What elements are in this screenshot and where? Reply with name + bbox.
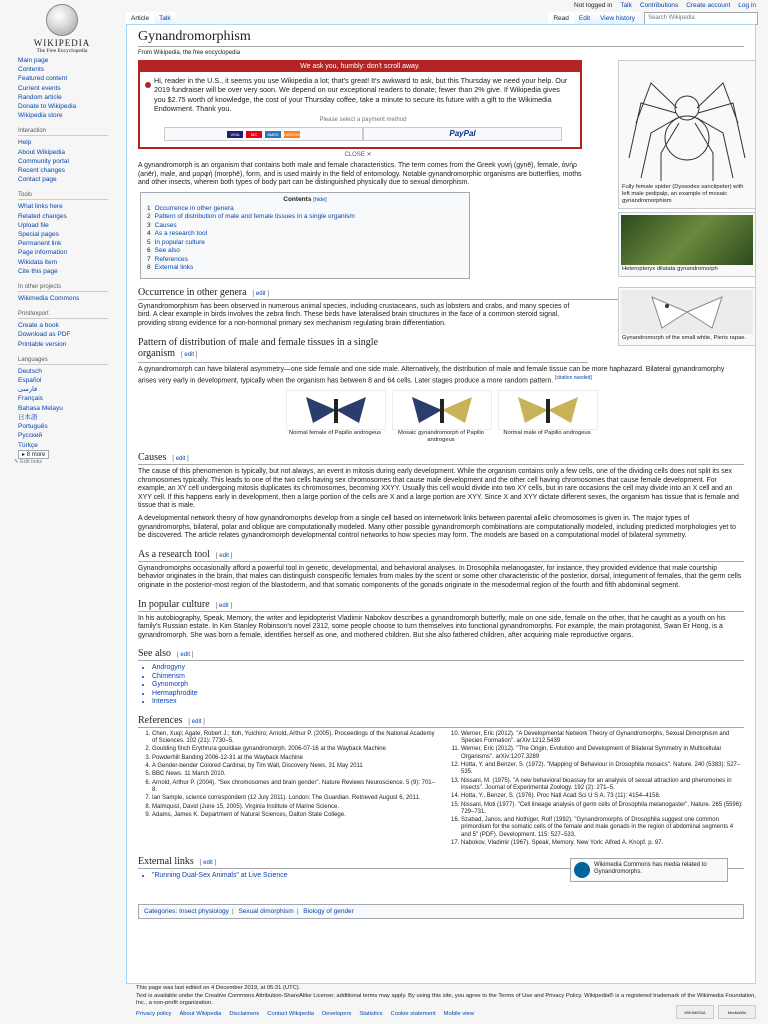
visa-icon: VISA [227,131,243,138]
footer-link[interactable]: Mobile view [443,1010,474,1017]
toc-number: 2 [147,213,151,221]
reference-item: 7. Ian Sample, science correspondent (12 July 2011). London: The Guardian. Retrieved August 6, 2011. [152,795,435,802]
sidebar-link[interactable]: Donate to Wikipedia [18,103,77,111]
reference-item: 8. Malmquist, David (June 15, 2005). Virginia Institute of Marine Science. [152,804,435,811]
spider-image[interactable] [621,63,753,181]
sidebar-link[interactable]: Deutsch [18,367,42,375]
login-link[interactable]: Log in [738,2,756,9]
create-account-link[interactable]: Create account [686,2,731,9]
cricket-thumbnail [618,212,756,277]
heading-pattern [138,337,588,363]
amex-icon: AMEX [265,131,281,138]
toc-number: 8 [147,264,151,272]
heading-causes [138,452,744,465]
toc-item[interactable] [147,205,463,214]
edit-links[interactable]: ✎ Edit links [14,458,43,465]
see-also-link[interactable]: • Androgyny [152,664,744,673]
toc-number: 6 [147,247,151,255]
edit-label: edit [191,718,202,725]
more-languages-button[interactable]: ▸ 8 more [18,450,49,459]
moth-image[interactable] [621,290,753,334]
sidebar-link[interactable]: Current events [18,84,61,92]
sidebar-link[interactable]: Recent changes [18,167,65,175]
commons-box [570,858,728,882]
see-also-link[interactable]: • Gynomorph [152,681,744,690]
pattern-text: A gynandromorph can have bilateral asymmetry—one side female and one side male. Alternatively, the distribution of male and female tissue can be more haphazard. Bilateral gynandromorphy arises very early in development, typically when the organism has between 8 and 64 cells. Later stages produce a more random pattern. [138,365,725,385]
references-list [138,731,744,848]
citation-needed[interactable]: [citation needed] [555,375,592,382]
butterfly-gallery [286,390,744,444]
wikimedia-icon[interactable]: WIKIMEDIA [676,1005,714,1019]
pattern-paragraph [138,366,744,386]
tab-talk[interactable]: Talk [154,12,176,25]
contributions-link[interactable]: Contributions [639,2,679,9]
edit-label: edit [203,860,213,867]
table-of-contents [140,192,470,279]
heading-references [138,715,744,728]
intro-paragraph: A gynandromorph is an organism that contains both male and female characteristics. The term comes from the Greek γυνή (gynē), female, ἀνήρ (anēr), male, and μορφή (morphē), form, and is used mainly in the field of entomology. Notable gynandromorphic organisms are butterflies, moths and other insects, wherein both types of body part can be distinguished physically due to sexual dimorphism. [138,162,582,187]
sidebar-link[interactable]: Related changes [18,212,67,220]
card-payment-button[interactable] [164,127,363,141]
heading-research [138,549,744,562]
sidebar-link[interactable]: Español [18,377,42,385]
personal-tools [574,2,756,9]
gallery-item [498,390,596,444]
sidebar-link[interactable]: Featured content [18,75,68,83]
reference-item: 4. A Gender-bender Colored Cardinal, by Tim Wall, Discovery News, 31 May 2011 [152,763,435,770]
toc-label: In popular culture [154,238,205,246]
sidebar-link[interactable]: Cite this page [18,267,58,275]
reference-item: 17. Nabokov, Vladimir (1967). Speak, Memory. New York: Alfred A. Knopf. p. 97. [461,840,744,847]
reference-item: 1. Chen, Xuqi; Agate, Robert J.; Itoh, Yuichiro; Arnold, Arthur P. (2005). Proceedings of the National Academy of Sciences. 102 (21): 7730–5. [152,731,435,746]
reference-item: 11. Werner, Eric (2012). "The Origin, Evolution and Development of Bilateral Symmetry in Multicellular Organisms". arXiv:1207.3289 [461,746,744,761]
footer-icons [676,1005,756,1019]
cricket-caption: Heteropteryx dilatata gynandromorph [622,266,718,272]
heading-research-text: As a research tool [138,548,210,560]
sidebar-link[interactable]: Русский [18,432,43,440]
print-heading: Print/export [18,311,108,319]
commons-text: Wikimedia Commons has media related to Gynandromorphs. [594,862,707,876]
languages-heading: Languages [18,357,108,365]
site-subtitle: From Wikipedia, the free encyclopedia [138,50,241,56]
toc-item[interactable] [147,247,463,256]
search-input[interactable]: Search Wikipedia [644,12,758,25]
moth-caption: Gynandromorph of the small white, Pieris rapae. [622,335,747,341]
sidebar-link[interactable]: Contents [18,66,45,74]
license-text: Text is available under the Creative Commons Attribution-ShareAlike License; additional terms may apply. By using this site, you agree to the Terms of Use and Privacy Policy. Wikipedia® is a registered trademark of the Wikimedia Foundation, Inc., a non-profit organization. [136,992,756,1006]
sidebar-link[interactable]: Page information [18,249,68,257]
last-edited: This page was last edited on 4 December 2019, at 05:31 (UTC). [136,985,301,991]
edit-section-link[interactable]: [ edit ] [172,456,189,463]
toc-number: 3 [147,221,151,229]
heading-see-also-text: See also [138,648,172,660]
heading-popular-text: In popular culture [138,598,210,610]
toc-label: References [154,255,188,263]
see-also-link[interactable]: • Hermaphrodite [152,690,744,699]
sidebar-link[interactable]: فارسی [18,386,38,394]
paypal-button[interactable]: PayPal [363,127,562,141]
edit-section-link[interactable]: [ edit ] [199,860,217,867]
sidebar-link[interactable]: Contact page [18,176,57,184]
sidebar-link[interactable]: Wikipedia store [18,112,63,120]
reference-item: 10. Werner, Eric (2012). "A Developmental Network Theory of Gynandromorphs, Sexual Dimorphism and Species Formation". arXiv:1212.5439 [461,731,744,746]
sidebar [10,56,120,465]
mastercard-icon: MC [246,131,262,138]
gallery-item [286,390,384,444]
cricket-image[interactable] [621,215,753,265]
popular-paragraph: In his autobiography, Speak, Memory, the writer and lepidopterist Vladimir Nabokov describes a gynandromorph butterfly, male on one side, female on the other, that he caught as a youth on his family's Russian estate. In Kim Stanley Robinson's novel 2312, some people choose to turn themselves into functional gynandromorphs. For example, the main protagonist, Swan Er Hong, is a gynandromorph. She was born a female, identifies herself as one, and mothered children. But she also fathered children, after acquiring male reproductive organs. [138,614,726,639]
info-icon [145,82,151,88]
heading-references-text: References [138,714,183,726]
sidebar-link[interactable]: Random article [18,93,62,101]
sidebar-link[interactable]: Help [18,139,32,147]
tab-edit[interactable]: Edit [574,12,595,25]
page-title: Gynandromorphism [138,29,744,47]
globe-icon [46,4,78,36]
edit-label: edit [184,351,195,358]
reference-item: 9. Adams, James K. Department of Natural Sciences, Dalton State College. [152,812,435,819]
footer-link[interactable]: About Wikipedia [179,1010,222,1017]
footer-link[interactable]: Privacy policy [136,1010,172,1017]
gallery-item [392,390,490,444]
causes-paragraph-1: The cause of this phenomenon is typically, but not always, an event in mitosis during early development. While the organism contains only a few cells, one of the dividing cells does not split its sex chromosomes typically. This leads to one of the two cells having sex chromosomes that cause male development and the other cell having chromosomes that cause female development. For example, an XY cell undergoing mitosis duplicates its chromosomes, becoming XXYY. Usually this cell would divide into two XY cells, but in rare occasions the cell may divide into an X cell and an XYY cell. If this happens early in development, then a large portion of the cells are X and a large portion are XYY. Since X and XYY dictate different sexes, the organism has tissue that is female and tissue that is male. [138,468,739,510]
banner-heading: We ask you, humbly: don't scroll away. [140,62,580,72]
sidebar-link[interactable]: Printable version [18,340,67,348]
sidebar-link[interactable]: Download as PDF [18,331,71,339]
butterfly-image[interactable] [498,390,598,430]
heading-causes-text: Causes [138,452,167,464]
research-paragraph: Gynandromorphs occasionally afford a powerful tool in genetic, developmental, and behavioral analyses. In Drosophila melanogaster, for instance, they provided evidence that male courtship behavior originates in the brain, that males can distinguish conspecific females from males by the scent or some other characteristic of the posterior, dorsal, integument of females, that the germ cells originate in the posterior-most region of the blastoderm, and that somatic components of the gonads originate in the mesodermal region of the fourth and fifth abdominal segment. [138,564,742,590]
heading-external-text: External links [138,856,194,868]
reference-item: 13. Nissani, M. (1975). "A new behavioral bioassay for an analysis of sexual attraction and pheromones in insects". Journal of Experimental Zoology. 192 (2): 271–5. [461,778,744,793]
footer-link[interactable]: Developers [322,1010,352,1017]
toc-item[interactable] [147,256,463,265]
gallery-caption: Normal male of Papilio androgeus [503,430,591,437]
reference-item: 2. Goulding finch Erythrura gouldiae gynandromorph. 2006-07-16 at the Wayback Machine [152,746,435,753]
spider-thumbnail [618,60,756,209]
discover-icon: DISCOVER [284,131,305,137]
sidebar-link[interactable]: 日本語 [18,413,38,421]
edit-section-link[interactable]: [ edit ] [215,602,233,609]
spider-caption: Fully female spider (Dyssodes sanctipeter) with left male pedipalp, an example of mosaic gynandromorphism [622,184,744,204]
toc-title: Contents [283,195,312,203]
edit-section-link[interactable]: [ edit ] [181,351,198,358]
toc-label: External links [154,264,194,272]
toc-label: As a research tool [154,230,208,238]
toc-item[interactable] [147,222,463,231]
reference-item: 5. BBC News. 11 March 2010. [152,771,435,778]
commons-icon [574,862,590,878]
edit-label: edit [180,652,191,659]
toc-number: 1 [147,204,151,212]
sidebar-link[interactable]: Permanent link [18,240,62,248]
reference-item: 15. Nissani, Moti (1977). "Cell lineage analysis of germ cells of Drosophila melanogaster". Nature. 265 (5596): 729–731. [461,802,744,817]
toc-number: 5 [147,238,151,246]
external-link[interactable]: • "Running Dual-Sex Animals" at Live Science [152,872,744,881]
more-languages-label: 8 more [26,451,46,458]
causes-paragraph-2: A developmental network theory of how gynandromorphs develop from a single cell based on internetwork links between parental allelic chromosomes is given in. The major types of gynandromorphs, bilateral, polar and oblique are computationally modeled. Many other possible gynandromorph combinations are computationally modeled, including predicted morphologies yet to be discovered. The article relates gynandromorph developmental control networks to how species may form. The models are based on a computational model of bilateral symmetry. [138,515,736,540]
toc-label: Occurrence in other genera [154,204,234,212]
wikipedia-logo[interactable] [18,4,106,54]
tab-history[interactable]: View history [595,12,640,25]
not-logged-in-text: Not logged in [574,2,613,9]
footer-link[interactable]: Contact Wikipedia [267,1010,314,1017]
moth-thumbnail [618,287,756,346]
heading-pattern-text: Pattern of distribution of male and female tissues in a single [138,336,378,348]
projects-heading: In other projects [18,284,108,292]
occurrence-paragraph: Gynandromorphism has been observed in numerous animal species, including crustaceans, such as lobsters and crabs, and many species of bird. A clear example in birds involves the zebra finch. These birds have lateralised brain structures in the face of a common steroid signal, providing strong evidence for a non-hormonal primary sex mechanism regulating brain differentiation. [138,302,570,327]
toc-item[interactable] [147,213,463,222]
reference-item: 6. Arnold, Arthur P. (2004). "Sex chromosomes and brain gender". Nature Reviews Neuroscience. 5 (9): 701–8. [152,780,435,795]
heading-see-also [138,648,744,661]
reference-item: 16. Szabad, Janos, and Nothiger, Rolf (1992). "Gynandromorphs of Drosophila suggest one common primordium for the somatic cells of the female and male gonads in the region of abdominal segments 4 and 5" (PDF). Development. 115: 527–533. [461,817,744,839]
logo-wordmark: WIKIPEDIA [33,38,91,48]
category-link[interactable]: Insect physiology [179,908,229,916]
sidebar-link[interactable]: Wikidata item [18,258,58,266]
butterfly-image[interactable] [286,390,386,430]
heading-popular [138,599,744,612]
toc-label: See also [154,247,180,255]
toc-number: 4 [147,230,151,238]
footer-link[interactable]: Cookie statement [390,1010,436,1017]
sidebar-link[interactable]: Türkçe [18,441,38,449]
interaction-heading: Interaction [18,128,108,136]
footer-link[interactable]: Disclaimers [229,1010,260,1017]
toc-label: Pattern of distribution of male and female tissues in a single organism [154,213,355,221]
sidebar-link[interactable]: Main page [18,57,49,64]
tools-heading: Tools [18,192,108,200]
sidebar-link[interactable]: Bahasa Melayu [18,404,63,412]
sidebar-link[interactable]: What links here [18,203,63,211]
heading-occurrence-text: Occurrence in other genera [138,286,247,298]
sidebar-link[interactable]: Create a book [18,322,59,330]
category-link[interactable]: Sexual dimorphism [238,908,294,916]
payment-label: Please select a payment method [319,116,407,123]
logo-tagline: The Free Encyclopedia [36,48,88,54]
sidebar-link[interactable]: Wikimedia Commons [18,295,80,303]
toc-hide-link[interactable]: [hide] [313,196,327,203]
edit-links-label: Edit links [20,458,43,465]
sidebar-link[interactable]: Community portal [18,157,69,165]
tab-article[interactable]: Article [126,12,154,25]
edit-label: edit [175,456,186,463]
reference-item: 12. Hotta, Y. and Benzer, S. (1972). "Mapping of Behaviour in Drosophila mosaics". Nature. 240 (5383): 527–535. [461,762,744,777]
butterfly-image[interactable] [392,390,492,430]
tab-read[interactable]: Read [548,12,574,25]
toc-item[interactable] [147,264,463,273]
fundraising-banner [138,60,582,149]
banner-body [140,72,580,147]
sidebar-link[interactable]: Upload file [18,221,49,229]
see-also-link[interactable]: • Chimerism [152,673,744,682]
category-link[interactable]: Biology of gender [303,908,354,916]
category-links: Categories: Insect physiology | Sexual dimorphism | Biology of gender [138,904,744,919]
edit-section-link[interactable]: [ edit ] [177,652,194,659]
edit-label: edit [218,602,229,609]
sidebar-link[interactable]: About Wikipedia [18,148,65,156]
sidebar-link[interactable]: Français [18,395,43,403]
categories-label[interactable]: Categories: [144,908,178,916]
edit-section-link[interactable]: [ edit ] [188,718,205,725]
sidebar-link[interactable]: Special pages [18,231,59,239]
gallery-caption: Normal female of Papilio androgeus [288,430,382,437]
footer [136,985,756,1018]
toc-label: Causes [154,221,177,229]
edit-section-link[interactable]: [ edit ] [252,290,269,297]
see-also-link[interactable]: • Intersex [152,698,744,707]
talk-link[interactable]: Talk [620,2,632,9]
toc-item[interactable] [147,230,463,239]
footer-link[interactable]: Statistics [359,1010,383,1017]
gallery-caption: Mosaic gynandromorph of Papilio androgeus [397,430,485,444]
edit-label: edit [255,290,266,297]
reference-item: 14. Hotta, Y., Benzer, S. (1976). Proc Natl Acad Sci U S A. 73 (11): 4154–4158. [461,793,744,800]
mediawiki-icon[interactable]: MediaWiki [718,1005,756,1019]
banner-text: Hi, reader in the U.S., it seems you use Wikipedia a lot; that's great! It's awkward to ask, but this Thursday we need your help. Our 2019 fundraiser will be over very soon. We depend on our exceptional readers to donate; fewer than 2% give. If Wikipedia gives you $2.75 worth of knowledge, the cost of your Thursday coffee, take a minute to secure its future with a gift to the Wikimedia Endowment. Thank you. [154,76,568,114]
close-banner-button[interactable]: CLOSE ✕ [344,152,372,159]
reference-item: 3. Powderhill Banding 2006-12-31 at the Wayback Machine [152,755,435,762]
toc-number: 7 [147,255,151,263]
edit-label: edit [219,552,229,559]
sidebar-link[interactable]: Português [18,423,48,431]
edit-section-link[interactable]: [ edit ] [215,552,233,559]
heading-pattern-text-2: organism [138,347,176,359]
toc-item[interactable] [147,239,463,248]
